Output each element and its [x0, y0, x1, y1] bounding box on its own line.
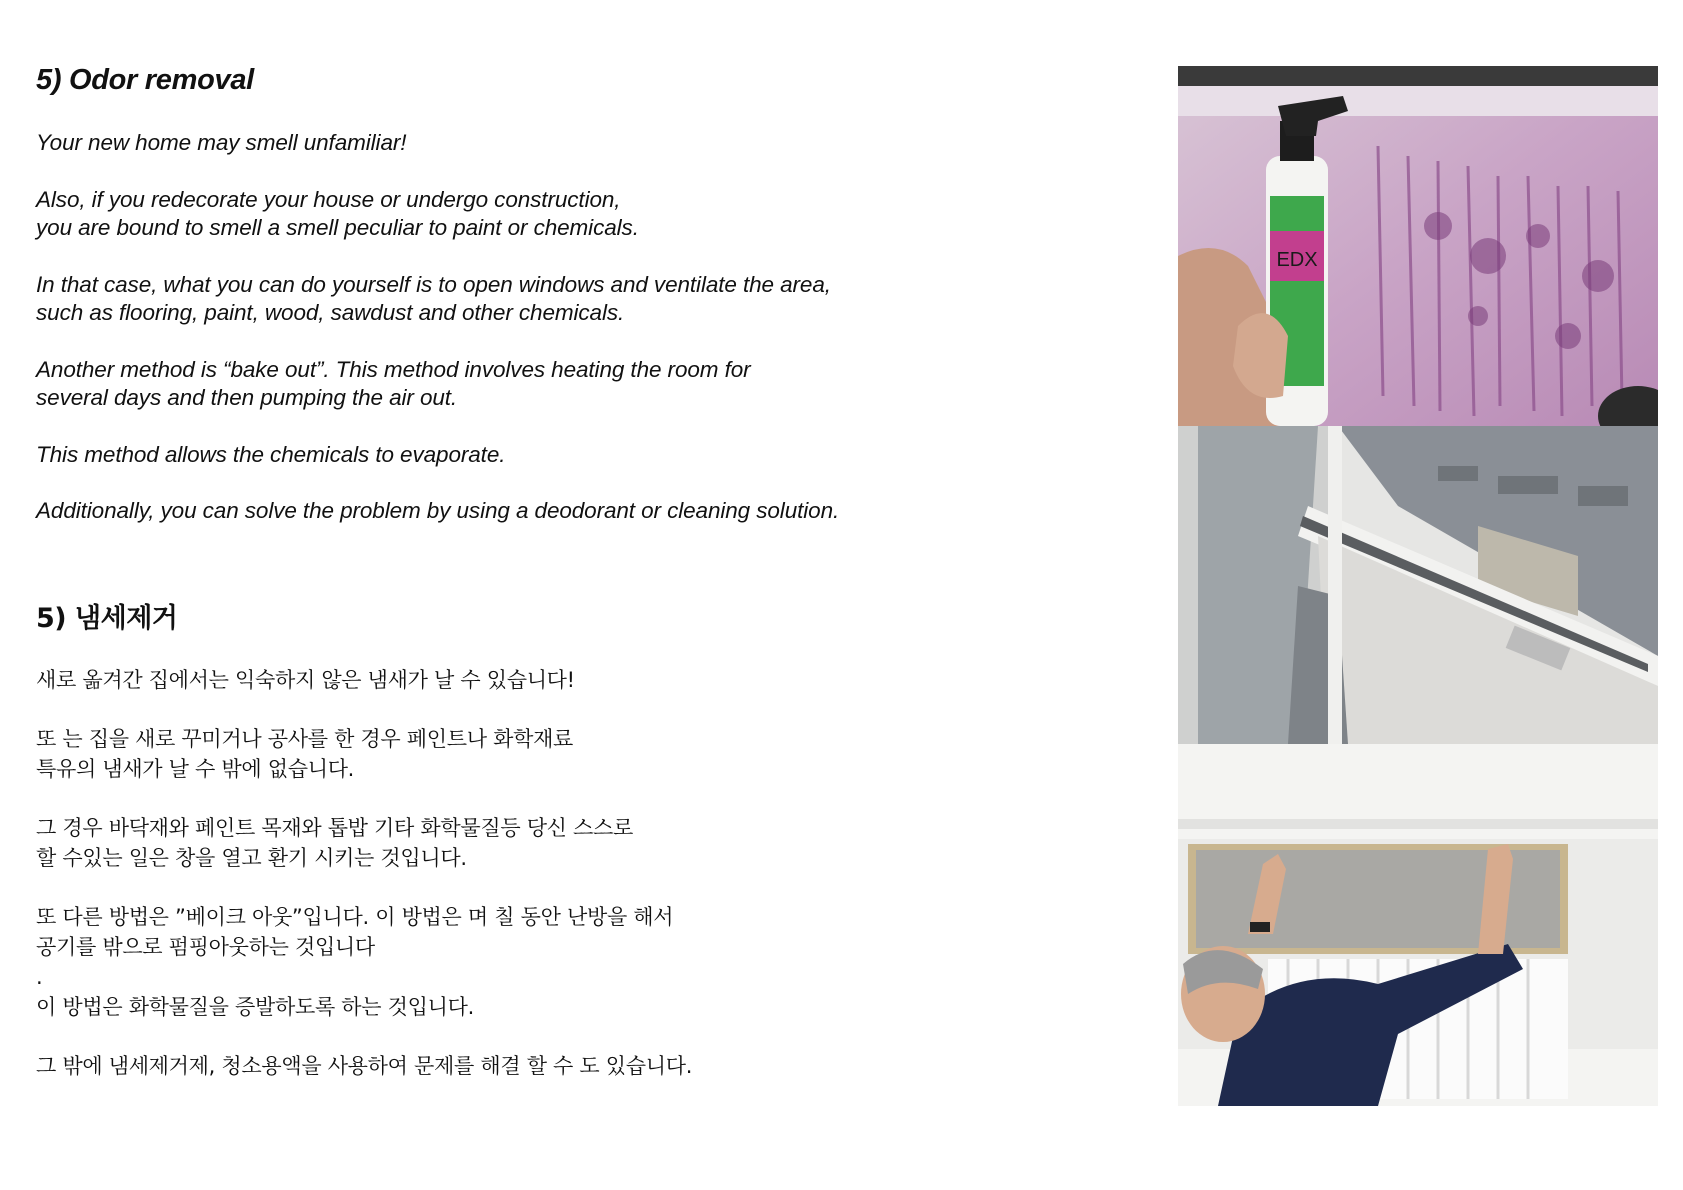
english-heading: 5) Odor removal — [36, 64, 254, 96]
korean-paragraph-5: 그 밖에 냄세제거제, 청소용액을 사용하여 문제를 해결 할 수 도 있습니다. — [36, 1054, 693, 1078]
air-filter-photo — [1178, 744, 1658, 1106]
english-paragraph-6: Additionally, you can solve the problem by using a deodorant or cleaning solution. — [36, 498, 840, 523]
korean-paragraph-4: 또 다른 방법은 ”베이크 아웃”입니다. 이 방법은 며 칠 동안 난방을 해서 공기를 밖으로 펌핑아웃하는 것입니다 . 이 방법은 화학물질을 증발하도록 하는 것입니다. — [36, 905, 674, 1019]
bottle-label-text: EDX — [1276, 249, 1318, 271]
english-paragraph-4: Another method is “bake out”. This method involves heating the room for several days and then pumping the air out. — [36, 356, 751, 410]
korean-section — [36, 596, 1116, 1110]
spray-bottle-photo — [1178, 66, 1658, 426]
korean-paragraph-2: 또 는 집을 새로 꾸미거나 공사를 한 경우 페인트나 화학재료 특유의 냄새가 날 수 밖에 없습니다. — [36, 727, 574, 781]
english-paragraph-3: In that case, what you can do yourself is to open windows and ventilate the area, such as flooring, paint, wood, sawdust and other chemicals. — [36, 271, 831, 325]
english-paragraph-2: Also, if you redecorate your house or undergo construction, you are bound to smell a smell peculiar to paint or chemicals. — [36, 186, 639, 240]
open-window-photo — [1178, 426, 1658, 744]
korean-paragraph-3: 그 경우 바닥재와 페인트 목재와 톱밥 기타 화학물질등 당신 스스로 할 수있는 일은 창을 열고 환기 시키는 것입니다. — [36, 816, 633, 870]
korean-paragraph-1: 새로 옮겨간 집에서는 익숙하지 않은 냄새가 날 수 있습니다! — [36, 668, 575, 692]
english-section — [36, 64, 1116, 554]
korean-heading: 5) 냄세제거 — [36, 603, 178, 634]
english-paragraph-1: Your new home may smell unfamiliar! — [36, 130, 407, 155]
english-paragraph-5: This method allows the chemicals to evaporate. — [36, 441, 506, 467]
